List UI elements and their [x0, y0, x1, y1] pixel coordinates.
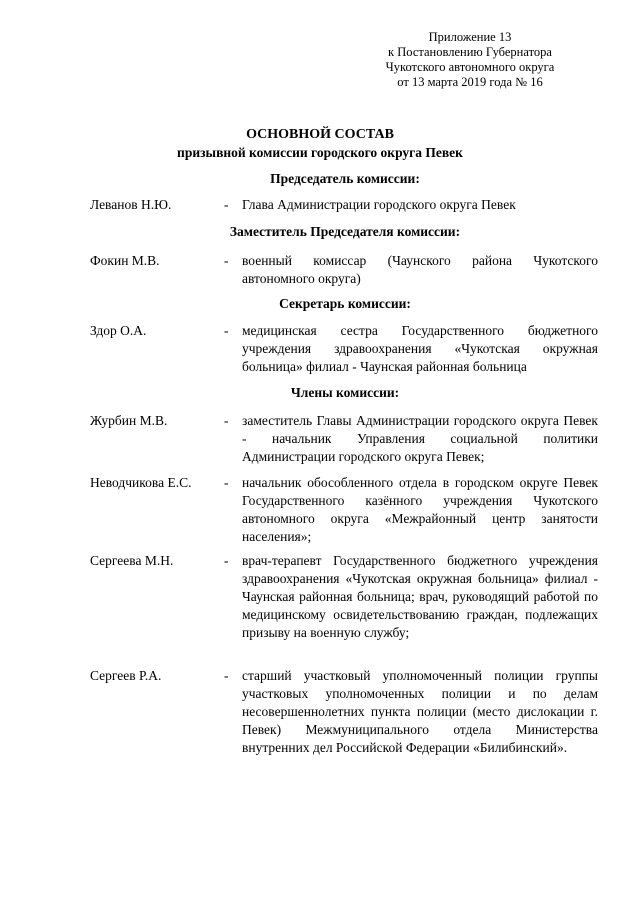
title-subtitle: призывной комиссии городского округа Певек: [177, 145, 463, 160]
entry-dash: -: [224, 323, 229, 338]
entry-name: Сергеев Р.А.: [90, 668, 162, 683]
heading-members: Члены комиссии:: [290, 385, 400, 400]
heading-secretary: Секретарь комиссии:: [279, 296, 411, 311]
heading-deputy: Заместитель Председателя комиссии:: [229, 224, 461, 239]
entry-name: Неводчикова Е.С.: [90, 475, 192, 490]
entry-description: Глава Администрации городского округа Певек: [242, 197, 516, 212]
entry-dash: -: [224, 413, 229, 428]
appendix-date: от 13 марта 2019 года № 16: [397, 75, 543, 89]
entry-description: врач-терапевт Государственного бюджетного учреждения здравоохранения «Чукотская окружная больница» филиал - Чаунская районная больница; врач, руководящий работой по медицинскому освидетельствованию граждан, подлежащих призыву на военную службу;: [242, 553, 598, 640]
entry-name: Здор О.А.: [90, 323, 147, 338]
title-main: ОСНОВНОЙ СОСТАВ: [246, 127, 394, 142]
heading-chairman: Председатель комиссии:: [270, 171, 420, 186]
appendix-reference: к Постановлению Губернатора: [388, 45, 552, 59]
appendix-header: [360, 30, 580, 90]
entry-description: начальник обособленного отдела в городском округе Певек Государственного казённого учреждения Чукотского автономного округа «Межрайонный центр занятости населения»;: [242, 475, 598, 544]
entry-dash: -: [224, 668, 229, 683]
appendix-region: Чукотского автономного округа: [385, 60, 555, 74]
appendix-number: Приложение 13: [428, 30, 512, 44]
entry-name: Сергеева М.Н.: [90, 553, 174, 568]
entry-description: старший участковый уполномоченный полиции группы участковых уполномоченных полиции и по делам несовершеннолетних пункта полиции (место дислокации г. Певек) Межмуниципального отдела Министерства внутренних дел Российской Федерации «Билибинский».: [242, 668, 598, 755]
entry-description: заместитель Главы Администрации городского округа Певек - начальник Управления социальной политики Администрации городского округа Певек;: [242, 413, 598, 464]
entry-dash: -: [224, 253, 229, 268]
entry-name: Журбин М.В.: [90, 413, 168, 428]
entry-dash: -: [224, 197, 229, 212]
entry-name: Леванов Н.Ю.: [90, 197, 172, 212]
entry-dash: -: [224, 553, 229, 568]
entry-name: Фокин М.В.: [90, 253, 160, 268]
entry-description: военный комиссар (Чаунского района Чукотского автономного округа): [242, 253, 598, 286]
document-title: [0, 126, 640, 162]
entry-dash: -: [224, 475, 229, 490]
entry-description: медицинская сестра Государственного бюджетного учреждения здравоохранения «Чукотская окружная больница» филиал - Чаунская районная больница: [242, 323, 598, 374]
